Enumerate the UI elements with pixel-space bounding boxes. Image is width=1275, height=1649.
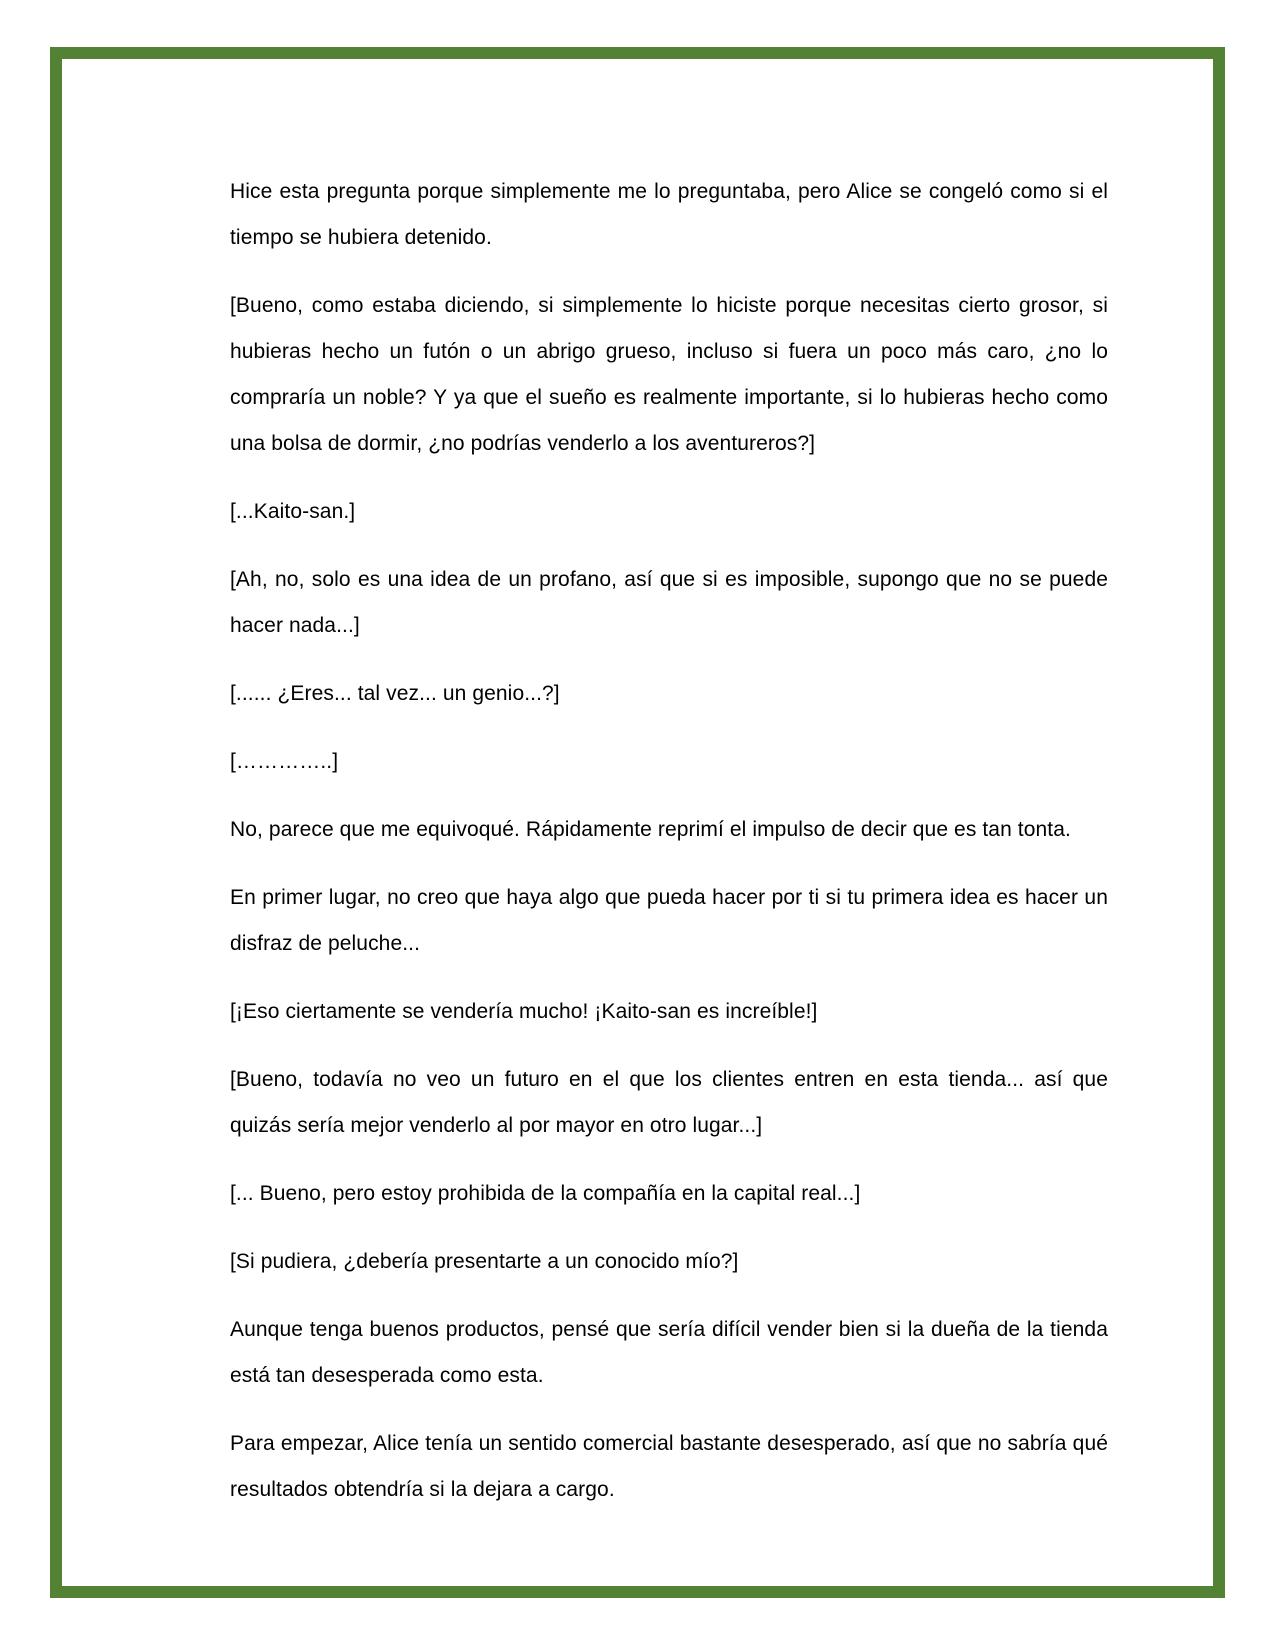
paragraph: En primer lugar, no creo que haya algo que pueda hacer por ti si tu primera idea es hacer un disfraz de peluche... [230,886,1108,955]
paragraph: [...Kaito-san.] [230,500,356,523]
paragraph: [Bueno, como estaba diciendo, si simplemente lo hiciste porque necesitas cierto grosor, si hubieras hecho un futón o un abrigo grueso, incluso si fuera un poco más caro, ¿no lo compraría un noble? Y ya que el sueño es realmente importante, si lo hubieras hecho como una bolsa de dormir, ¿no podrías venderlo a los aventureros?] [230,294,1108,455]
page-border-frame [50,47,1225,1598]
paragraph: [... Bueno, pero estoy prohibida de la compañía en la capital real...] [230,1182,861,1205]
paragraph: [Ah, no, solo es una idea de un profano, así que si es imposible, supongo que no se puede hacer nada...] [230,568,1108,637]
paragraph: [¡Eso ciertamente se vendería mucho! ¡Kaito-san es increíble!] [230,1000,818,1023]
paragraph: No, parece que me equivoqué. Rápidamente reprimí el impulso de decir que es tan tonta. [230,818,1071,841]
paragraph: [Si pudiera, ¿debería presentarte a un conocido mío?] [230,1250,739,1273]
paragraph: Hice esta pregunta porque simplemente me lo preguntaba, pero Alice se congeló como si el tiempo se hubiera detenido. [230,180,1108,249]
paragraph: [...... ¿Eres... tal vez... un genio...?] [230,682,560,705]
paragraph: Aunque tenga buenos productos, pensé que sería difícil vender bien si la dueña de la tienda está tan desesperada como esta. [230,1318,1108,1387]
document-body [230,169,1108,1513]
paragraph: Para empezar, Alice tenía un sentido comercial bastante desesperado, así que no sabría qué resultados obtendría si la dejara a cargo. [230,1432,1108,1501]
paragraph: [Bueno, todavía no veo un futuro en el que los clientes entren en esta tienda... así que quizás sería mejor venderlo al por mayor en otro lugar...] [230,1068,1108,1137]
paragraph: […………..] [230,750,339,773]
